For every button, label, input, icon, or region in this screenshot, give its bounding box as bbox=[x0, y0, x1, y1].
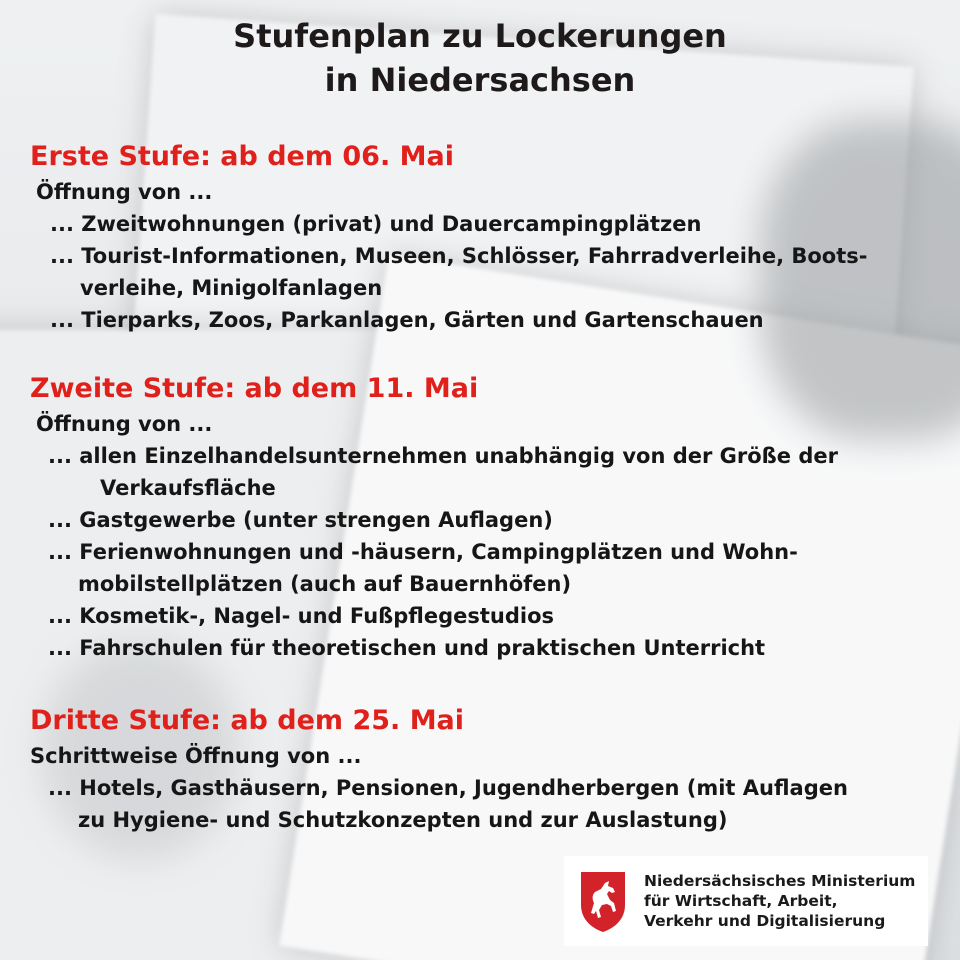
list-item: ... Hotels, Gasthäusern, Pensionen, Jugendherbergen (mit Auflagen bbox=[48, 776, 848, 800]
stage-list bbox=[30, 440, 920, 664]
stage-list bbox=[30, 772, 920, 836]
stage-heading: Zweite Stufe: ab dem 11. Mai bbox=[30, 373, 479, 404]
stage-three bbox=[30, 704, 920, 836]
list-item: ... allen Einzelhandelsunternehmen unabhängig von der Größe der bbox=[48, 444, 838, 468]
page-title bbox=[0, 14, 960, 102]
list-item-continuation: zu Hygiene- und Schutzkonzepten und zur Auslastung) bbox=[78, 808, 728, 832]
ministry-name-line: für Wirtschaft, Arbeit, bbox=[644, 892, 838, 910]
stage-heading: Erste Stufe: ab dem 06. Mai bbox=[30, 141, 454, 172]
list-item: ... Tierparks, Zoos, Parkanlagen, Gärten und Gartenschauen bbox=[50, 308, 764, 332]
title-line-1: Stufenplan zu Lockerungen bbox=[233, 17, 727, 55]
ministry-name-line: Verkehr und Digitalisierung bbox=[644, 912, 886, 930]
stage-intro: Öffnung von ... bbox=[36, 412, 213, 436]
list-item: ... Tourist-Informationen, Museen, Schlösser, Fahrradverleihe, Boots- bbox=[50, 244, 868, 268]
stage-list bbox=[30, 208, 920, 336]
ministry-logo bbox=[564, 856, 928, 946]
list-item-continuation: mobilstellplätzen (auch auf Bauernhöfen) bbox=[78, 572, 572, 596]
list-item: ... Ferienwohnungen und -häusern, Campingplätzen und Wohn- bbox=[48, 540, 798, 564]
list-item: ... Zweitwohnungen (privat) und Dauercampingplätzen bbox=[50, 212, 702, 236]
list-item-continuation: verleihe, Minigolfanlagen bbox=[80, 276, 383, 300]
stage-heading: Dritte Stufe: ab dem 25. Mai bbox=[30, 705, 465, 736]
stage-two bbox=[30, 372, 920, 664]
ministry-name-line: Niedersächsisches Ministerium bbox=[644, 872, 916, 890]
title-line-2: in Niedersachsen bbox=[324, 61, 636, 99]
list-item: ... Gastgewerbe (unter strengen Auflagen) bbox=[48, 508, 553, 532]
list-item: ... Fahrschulen für theoretischen und praktischen Unterricht bbox=[48, 636, 766, 660]
stage-intro: Schrittweise Öffnung von ... bbox=[30, 744, 362, 768]
list-item: ... Kosmetik-, Nagel- und Fußpflegestudios bbox=[48, 604, 555, 628]
lower-saxony-horse-crest-icon bbox=[578, 869, 628, 933]
stage-intro: Öffnung von ... bbox=[36, 180, 213, 204]
ministry-name bbox=[644, 871, 915, 931]
stage-one bbox=[30, 140, 920, 336]
list-item-continuation: Verkaufsfläche bbox=[100, 476, 276, 500]
